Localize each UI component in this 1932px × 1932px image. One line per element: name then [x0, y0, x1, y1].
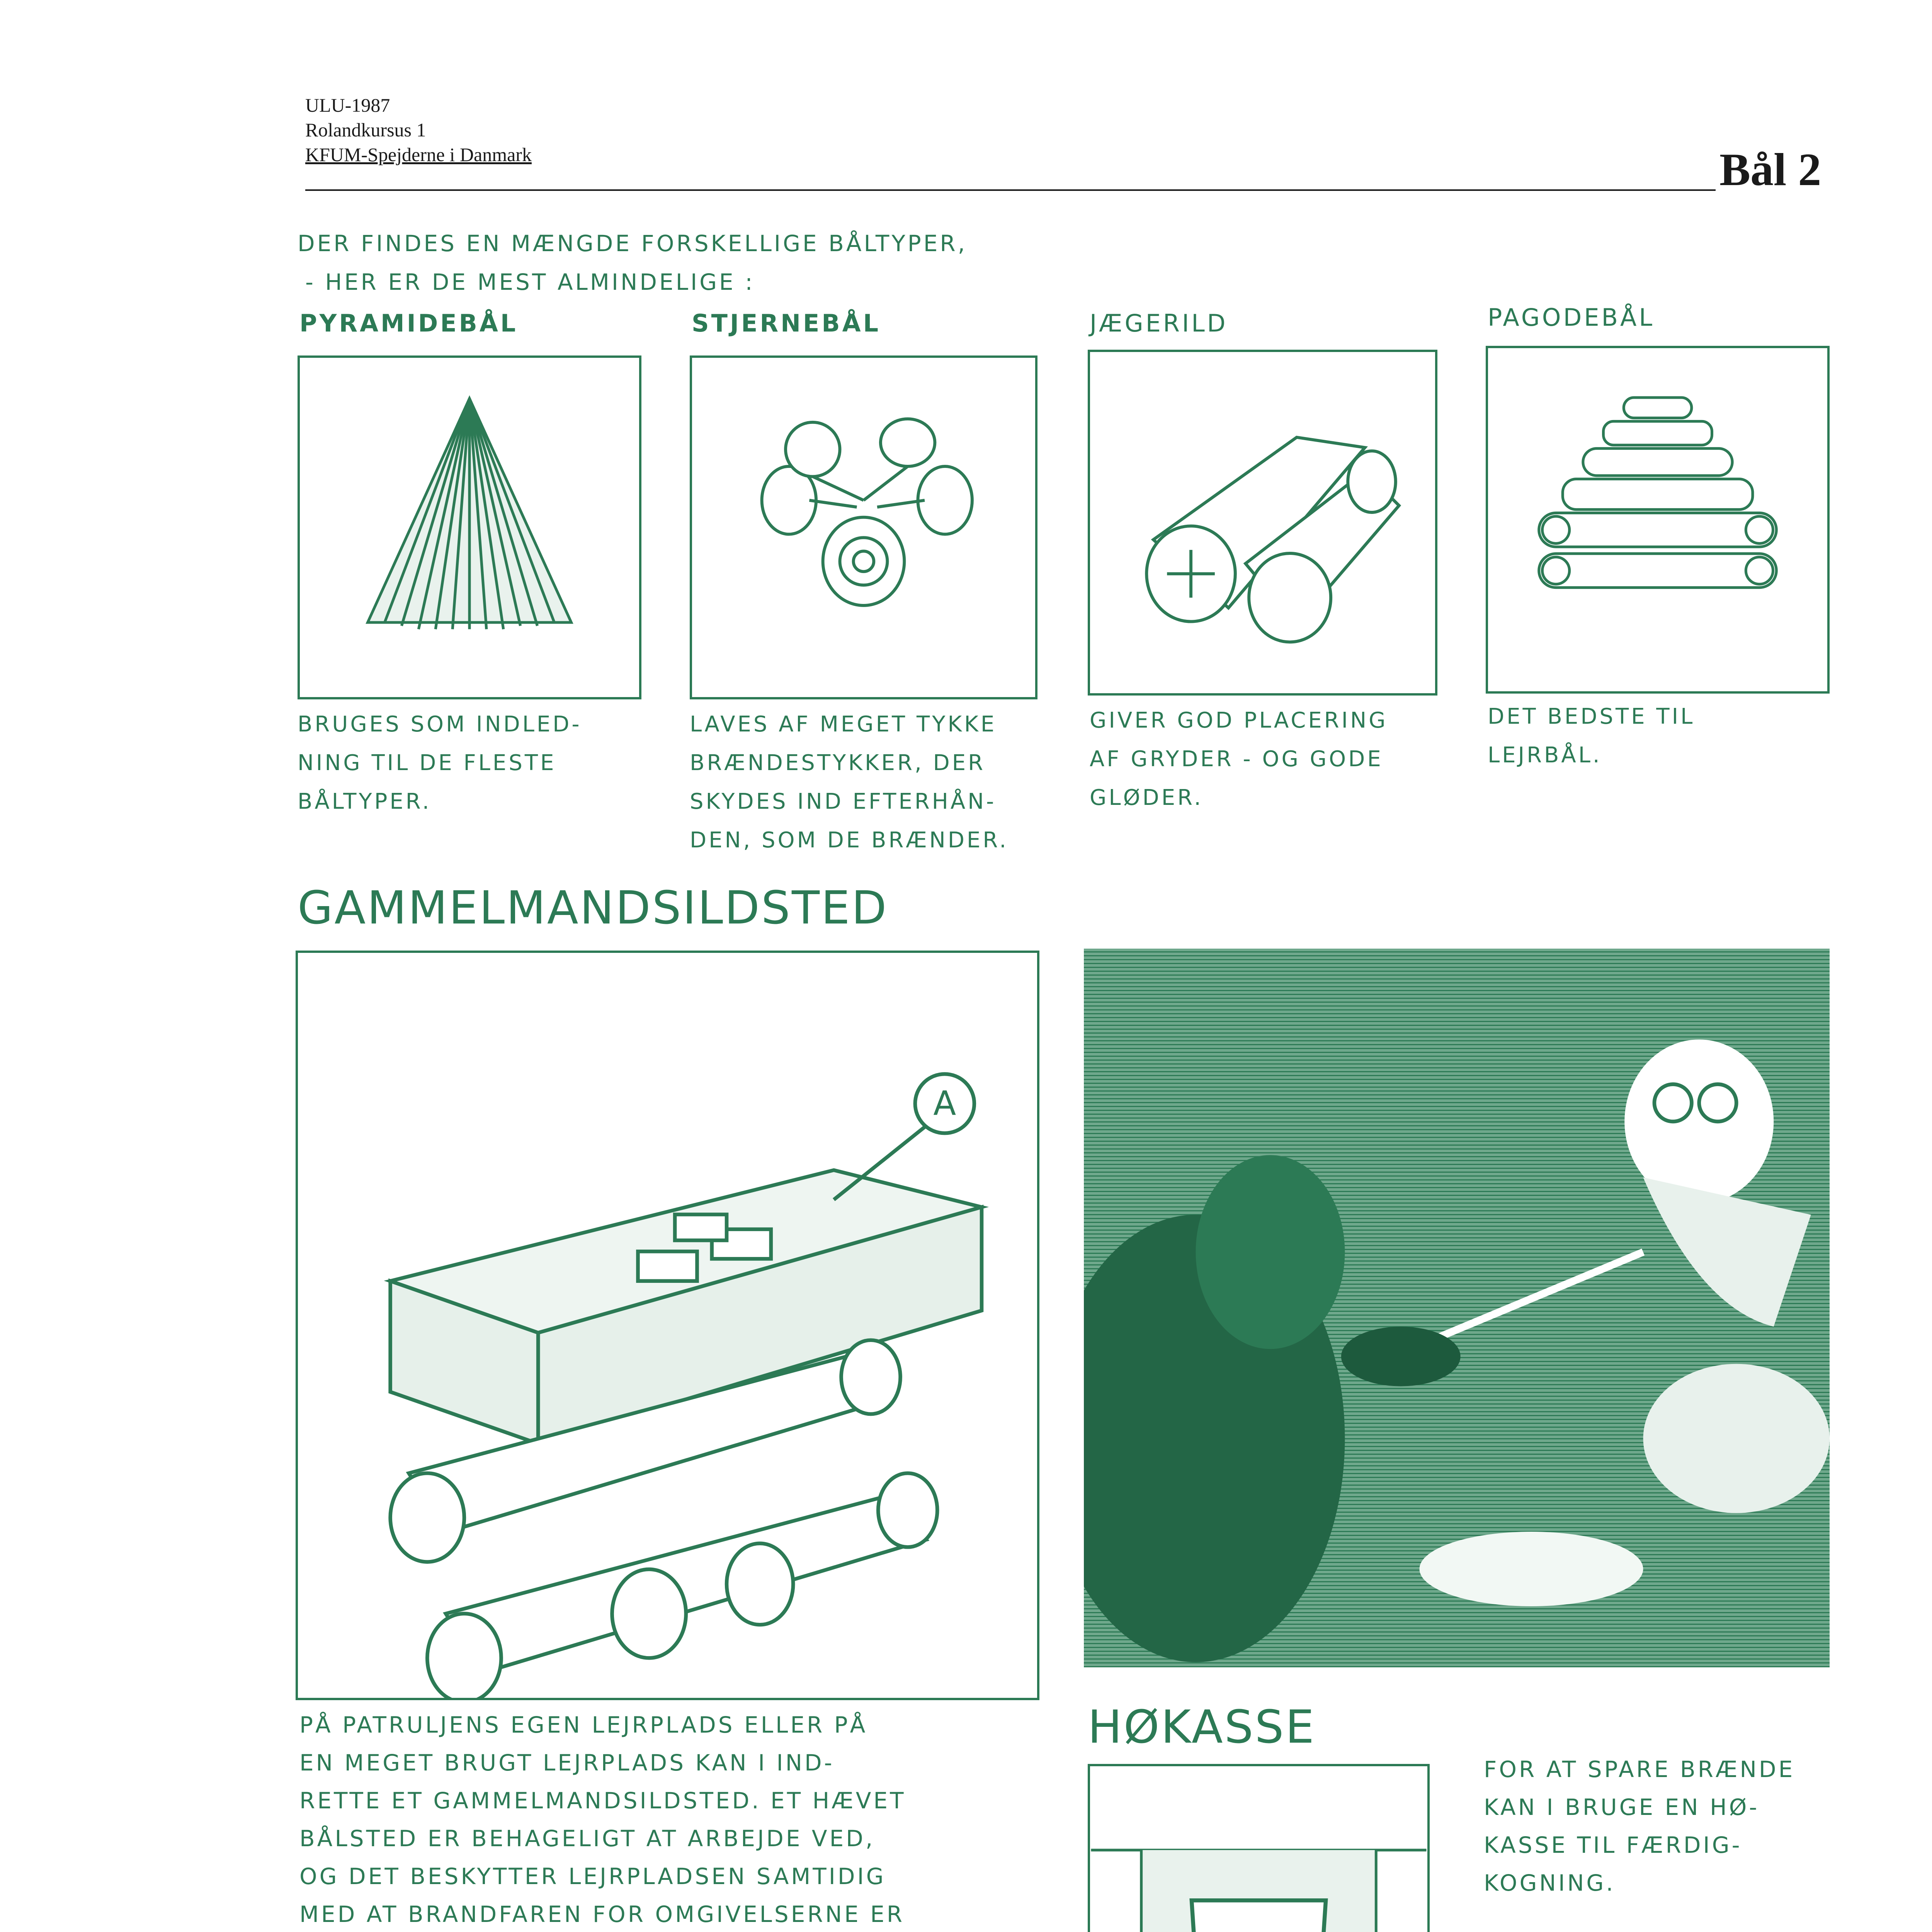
caption-line: BRUGES SOM INDLED-: [298, 712, 582, 737]
paragraph-line: KASSE TIL FÆRDIG-: [1484, 1832, 1742, 1858]
page-title: Bål 2: [1719, 144, 1821, 195]
caption-line: DEN, SOM DE BRÆNDER.: [690, 828, 1009, 853]
haybox-drawing: [1090, 1766, 1427, 1932]
header-rule: [305, 189, 1716, 191]
paragraph-line: KAN I BRUGE EN HØ-: [1484, 1794, 1760, 1820]
jaegerild-illustration: [1088, 350, 1437, 696]
log-stack-drawing: [298, 953, 1037, 1698]
star-fire-drawing: [692, 358, 1035, 697]
paragraph-line: PÅ PATRULJENS EGEN LEJRPLADS ELLER PÅ: [299, 1712, 868, 1738]
paragraph-line: KOGNING.: [1484, 1870, 1616, 1896]
paragraph-line: RETTE ET GAMMELMANDSILDSTED. ET HÆVET: [299, 1787, 906, 1814]
hokasse-illustration: [1088, 1764, 1430, 1932]
pyramid-fire-drawing: [300, 358, 639, 697]
caption-line: LAVES AF MEGET TYKKE: [690, 712, 997, 737]
caption-line: LEJRBÅL.: [1488, 743, 1602, 768]
cooking-scene-illustration: [1084, 949, 1830, 1667]
gammelmandsildsted-title: GAMMELMANDSILDSTED: [298, 881, 888, 934]
label-pyramidebal: PYRAMIDEBÅL: [299, 309, 518, 337]
header-line-1: ULU-1987: [305, 94, 390, 116]
caption-line: SKYDES IND EFTERHÅN-: [690, 789, 997, 814]
gammelmandsildsted-illustration: [296, 951, 1039, 1700]
caption-line: AF GRYDER - OG GODE: [1090, 747, 1383, 772]
paragraph-line: BÅLSTED ER BEHAGELIGT AT ARBEJDE VED,: [299, 1825, 875, 1852]
jaegerild-drawing: [1090, 352, 1435, 693]
intro-line-2: - HER ER DE MEST ALMINDELIGE :: [305, 269, 755, 295]
header-line-2: Rolandkursus 1: [305, 119, 426, 141]
caption-line: BRÆNDESTYKKER, DER: [690, 750, 985, 776]
caption-line: GLØDER.: [1090, 785, 1203, 810]
caption-line: DET BEDSTE TIL: [1488, 704, 1695, 729]
caption-pagodebal: [1488, 697, 1828, 775]
gammelmandsildsted-text: [299, 1706, 1072, 1932]
label-jaegerild: JÆGERILD: [1090, 309, 1228, 337]
star-fire-illustration: [690, 355, 1037, 699]
scene-drawing: [1084, 949, 1830, 1667]
hokasse-title: HØKASSE: [1088, 1700, 1316, 1753]
document-header: [305, 93, 532, 167]
pagode-fire-drawing: [1488, 348, 1827, 691]
paragraph-line: EN MEGET BRUGT LEJRPLADS KAN I IND-: [299, 1750, 835, 1776]
intro-line-1: DER FINDES EN MÆNGDE FORSKELLIGE BÅLTYPER,: [298, 230, 968, 257]
caption-jaegerild: [1090, 701, 1430, 817]
marker-a: A: [933, 1084, 956, 1123]
paragraph-line: OG DET BESKYTTER LEJRPLADSEN SAMTIDIG: [299, 1863, 886, 1889]
hokasse-text: [1484, 1750, 1832, 1902]
caption-line: GIVER GOD PLACERING: [1090, 708, 1388, 733]
intro-text: [298, 224, 967, 301]
caption-pyramidebal: [298, 705, 638, 821]
paragraph-line: FOR AT SPARE BRÆNDE: [1484, 1756, 1795, 1782]
caption-line: BÅLTYPER.: [298, 789, 432, 814]
caption-line: NING TIL DE FLESTE: [298, 750, 556, 776]
pagode-fire-illustration: [1486, 346, 1830, 694]
label-pagodebal: PAGODEBÅL: [1488, 303, 1655, 332]
header-line-3: KFUM-Spejderne i Danmark: [305, 144, 532, 165]
caption-stjernebal: [690, 705, 1030, 860]
label-stjernebal: STJERNEBÅL: [692, 309, 881, 337]
paragraph-line: MED AT BRANDFAREN FOR OMGIVELSERNE ER: [299, 1901, 905, 1927]
pyramid-fire-illustration: [298, 355, 641, 699]
